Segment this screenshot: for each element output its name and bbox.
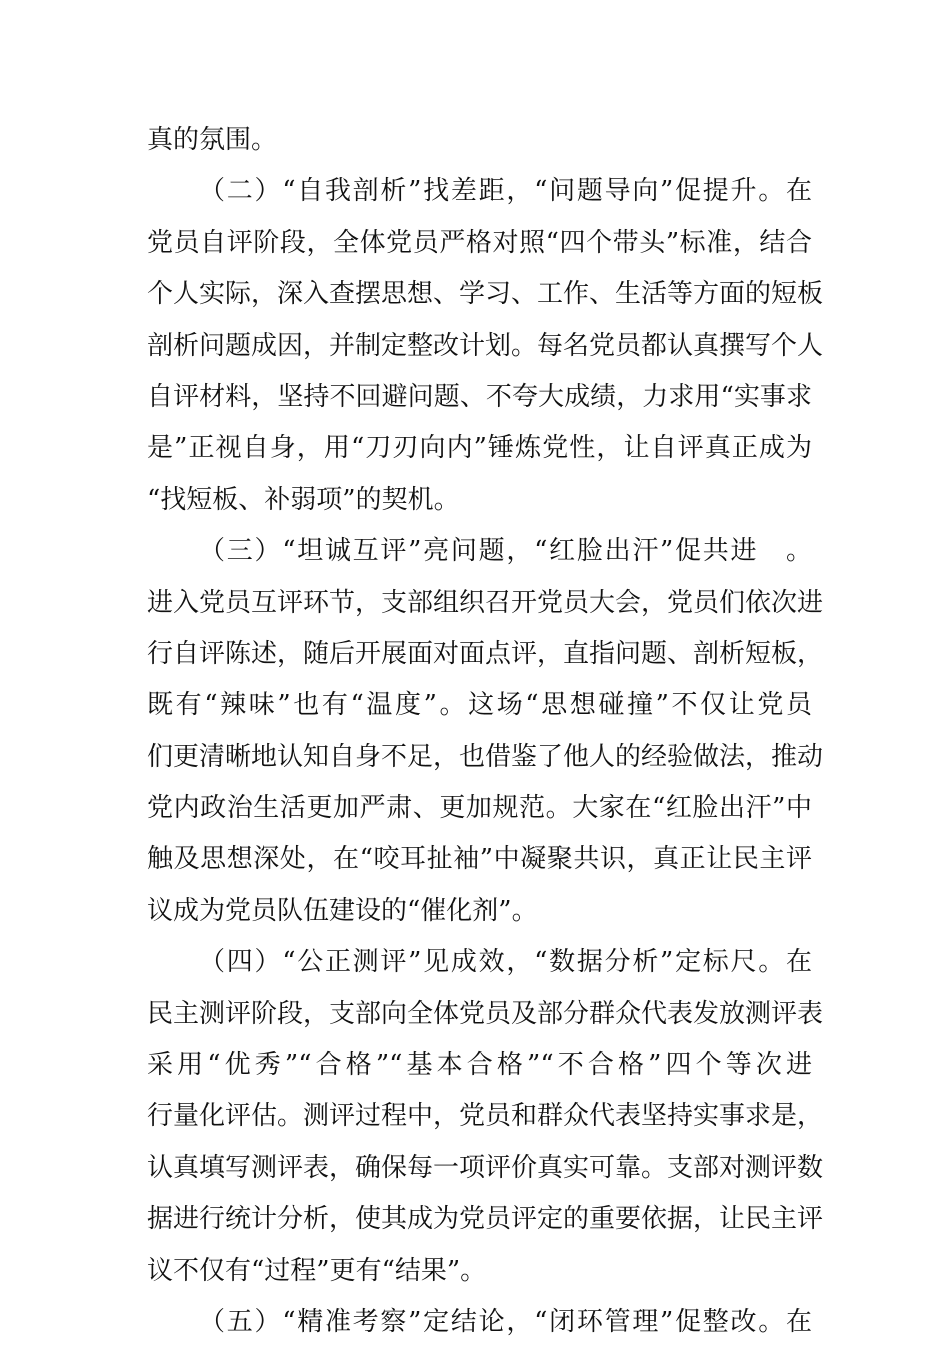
text-line: 个人实际，深入查摆思想、学习、工作、生活等方面的短板 [147,279,824,310]
text-line: 采用“优秀”“合格”“基本合格”“不合格”四个等次进 [147,1050,812,1081]
text-line: 认真填写测评表，确保每一项评价真实可靠。支部对测评数 [147,1152,824,1183]
text-line: 议不仅有“过程”更有“结果”。 [147,1255,487,1286]
text-line: 是”正视自身，用“刀刃向内”锤炼党性，让自评真正成为 [147,433,812,464]
text-line: 行量化评估。测评过程中，党员和群众代表坚持实事求是， [147,1101,824,1132]
text-line: “找短板、补弱项”的契机。 [147,484,460,515]
section-heading-2: （二）“自我剖析”找差距，“问题导向”促提升。在 [199,176,812,207]
text-line: 们更清晰地认知自身不足，也借鉴了他人的经验做法，推动 [147,741,824,772]
text-line: 自评材料，坚持不回避问题、不夸大成绩，力求用“实事求 [147,381,812,412]
text-line: 党内政治生活更加严肃、更加规范。大家在“红脸出汗”中 [147,793,812,824]
text-line: 议成为党员队伍建设的“催化剂”。 [147,895,538,926]
text-line: 民主测评阶段，支部向全体党员及部分群众代表发放测评表 [147,998,824,1029]
text-line: 进入党员互评环节，支部组织召开党员大会，党员们依次进 [147,587,824,618]
section-heading-5: （五）“精准考察”定结论，“闭环管理”促整改。在 [199,1306,812,1337]
section-heading-4: （四）“公正测评”见成效，“数据分析”定标尺。在 [199,947,812,978]
text-line: 既有“辣味”也有“温度”。这场“思想碰撞”不仅让党员 [147,690,812,721]
text-line: 行自评陈述，随后开展面对面点评，直指问题、剖析短板， [147,638,824,669]
body-text [147,115,824,1348]
text-line: 剖析问题成因，并制定整改计划。每名党员都认真撰写个人 [147,330,824,361]
text-line: 党员自评阶段，全体党员严格对照“四个带头”标准，结合 [147,227,812,258]
section-heading-3: （三）“坦诚互评”亮问题，“红脸出汗”促共进 。 [199,536,812,567]
text-line: 据进行统计分析，使其成为党员评定的重要依据，让民主评 [147,1204,824,1235]
text-line: 真的氛围。 [147,125,278,155]
text-line: 触及思想深处，在“咬耳扯袖”中凝聚共识，真正让民主评 [147,844,812,875]
